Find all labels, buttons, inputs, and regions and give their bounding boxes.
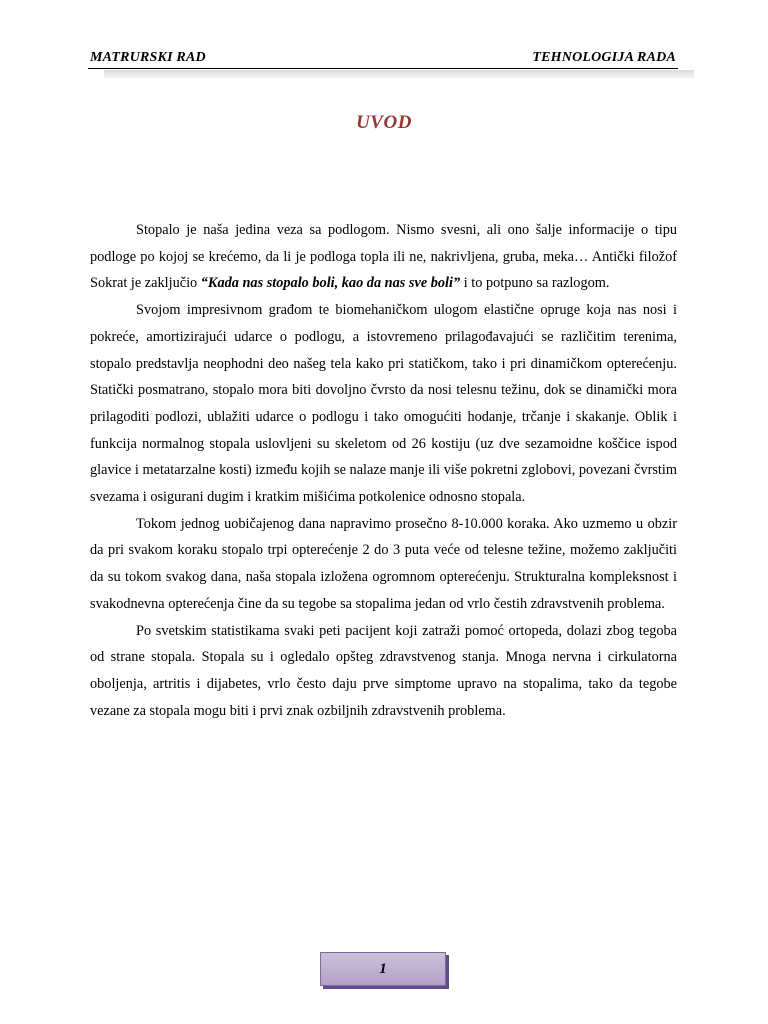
header-rule bbox=[88, 68, 678, 69]
section-title: UVOD bbox=[356, 112, 412, 133]
socrates-quote: “Kada nas stopalo boli, kao da nas sve boli” bbox=[200, 275, 461, 292]
header-left-title: MATRURSKI RAD bbox=[90, 50, 206, 65]
paragraph-4: Po svetskim statistikama svaki peti pacijent koji zatraži pomoć ortopeda, dolazi zbog tegoba od strane stopala. Stopala su i ogledalo opšteg zdravstvenog stanja. Mnoga nervna i cirkulatorna oboljenja, artritis i dijabetes, vrlo često daju prve simptome upravo na stopalima, tako da tegobe vezane za stopala mogu biti i prvi znak ozbiljnih zdravstvenih problema. bbox=[90, 622, 677, 719]
page-number-box bbox=[320, 952, 446, 986]
page-number: 1 bbox=[379, 960, 387, 977]
paragraph-1 bbox=[90, 217, 677, 297]
header-shadow bbox=[104, 70, 694, 78]
body-text bbox=[90, 217, 677, 724]
paragraph-1-end: i to potpuno sa razlogom. bbox=[460, 275, 610, 292]
header-right-title: TEHNOLOGIJA RADA bbox=[532, 50, 676, 65]
paragraph-3: Tokom jednog uobičajenog dana napravimo prosečno 8-10.000 koraka. Ako uzmemo u obzir da pri svakom koraku stopalo trpi opterećenje 2 do 3 puta veće od telesne težine, možemo zaključiti da su tokom svakog dana, naša stopala izložena ogromnom opterećenju. Strukturalna kompleksnost i svakodnevna opterećenja čine da su tegobe sa stopalima jedan od vrlo čestih zdravstvenih problema. bbox=[90, 515, 677, 612]
paragraph-1-text: Stopalo je naša jedina veza sa podlogom. Nismo svesni, ali ono šalje informacije o tipu podloge po kojoj se krećemo, da li je podloga topla ili ne, nakrivljena, gruba, meka… Antički filožof Sokrat je zaključio bbox=[90, 222, 677, 292]
paragraph-2: Svojom impresivnom građom te biomehaničkom ulogom elastične opruge koja nas nosi i pokreće, amortizirajući udarce o podlogu, a istovremeno prilagođavajući se različitim terenima, stopalo predstavlja neophodni deo našeg tela kako pri statičkom, tako i pri dinamičkom opterećenju. Statički posmatrano, stopalo mora biti dovoljno čvrsto da nosi telesnu težinu, dok se dinamički mora prilagoditi podlozi, ublažiti udarce o podlogu i tako omogućiti hodanje, trčanje i skakanje. Oblik i funkcija normalnog stopala uslovljeni su skeletom od 26 kostiju (uz dve sezamoidne koščice ispod glavice i metatarzalne kosti) između kojih se nalaze manje ili više pokretni zglobovi, povezani čvrstim svezama i osigurani dugim i kratkim mišićima potkolenice odnosno stopala. bbox=[90, 302, 677, 506]
page-header bbox=[90, 46, 676, 66]
